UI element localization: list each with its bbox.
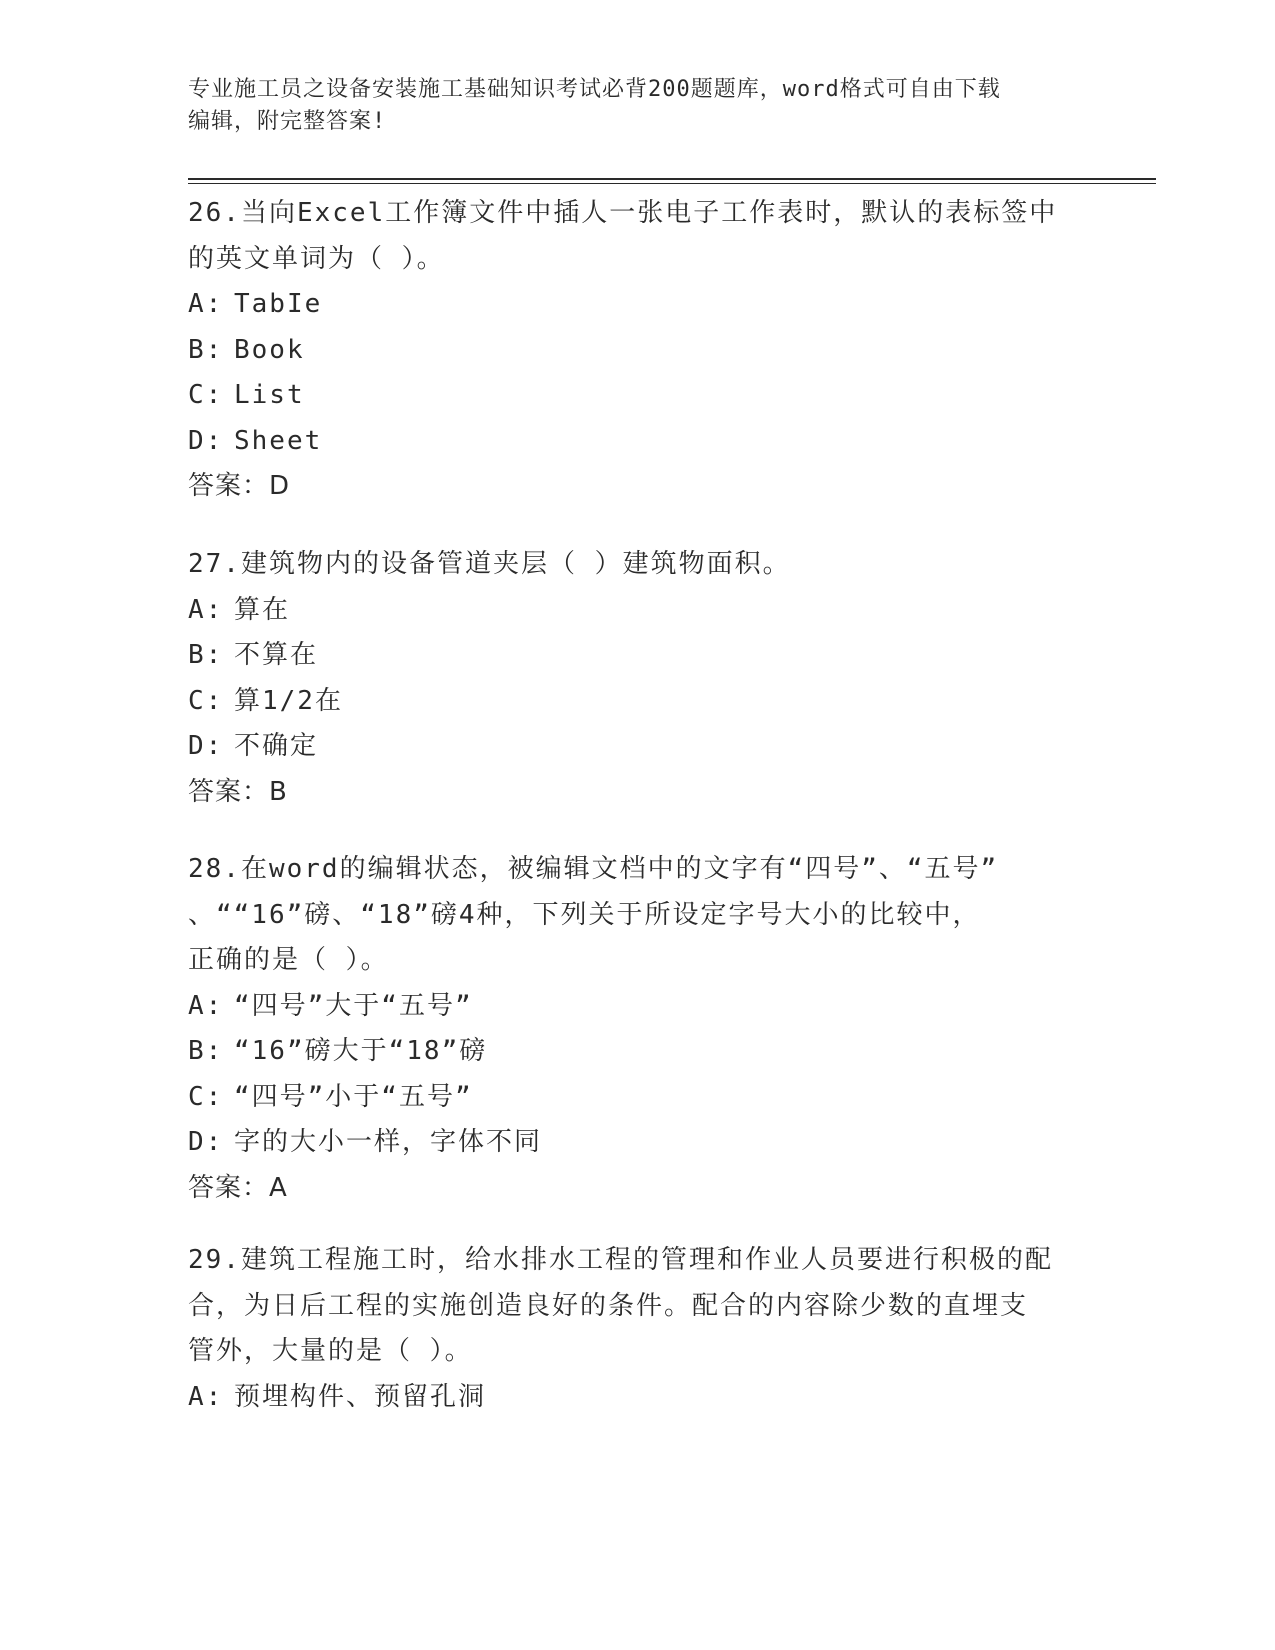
option-text: 不算在 xyxy=(234,640,319,670)
option-text: 算在 xyxy=(234,594,291,625)
answer: 答案：D xyxy=(188,471,291,501)
option-d xyxy=(188,1120,1088,1166)
option-label: D: xyxy=(188,1127,224,1157)
option-label: C: xyxy=(188,685,224,716)
question-stem xyxy=(188,542,1088,588)
answer: 答案：A xyxy=(188,1172,288,1203)
question-stem xyxy=(188,847,1088,984)
stem-line: 的英文单词为（ ）。 xyxy=(188,243,445,274)
option-label: D: xyxy=(188,425,224,456)
answer: 答案：B xyxy=(188,776,288,807)
option-label: C: xyxy=(188,380,224,410)
option-label: A: xyxy=(188,289,224,319)
header-line-2: 编辑，附完整答案! xyxy=(188,109,387,134)
stem-line: 正确的是（ ）。 xyxy=(188,945,389,975)
option-d xyxy=(188,419,1088,465)
option-b xyxy=(188,328,1088,374)
option-text: “四号”小于“五号” xyxy=(234,1081,473,1112)
question-29 xyxy=(188,1238,1088,1420)
option-label: B: xyxy=(188,1036,224,1066)
option-text: TabIe xyxy=(234,289,323,319)
question-stem xyxy=(188,1238,1088,1375)
option-label: D: xyxy=(188,731,224,761)
header-divider-thin xyxy=(188,183,1156,184)
option-a xyxy=(188,588,1088,634)
stem-line: 管外，大量的是（ ）。 xyxy=(188,1336,473,1366)
option-a xyxy=(188,282,1088,328)
stem-line: 26.当向Excel工作簿文件中插人一张电子工作表时，默认的表标签中 xyxy=(188,198,1058,228)
option-text: 字的大小一样，字体不同 xyxy=(234,1127,543,1157)
option-text: “16”磅大于“18”磅 xyxy=(234,1036,488,1066)
stem-line: 27.建筑物内的设备管道夹层（ ）建筑物面积。 xyxy=(188,549,791,579)
stem-line: 、““16”磅、“18”磅4种，下列关于所设定字号大小的比较中， xyxy=(188,899,981,930)
option-label: A: xyxy=(188,1381,224,1412)
option-c xyxy=(188,1075,1088,1121)
option-a xyxy=(188,1375,1088,1421)
option-c xyxy=(188,373,1088,419)
stem-line: 28.在word的编辑状态，被编辑文档中的文字有“四号”、“五号” xyxy=(188,854,999,884)
question-28 xyxy=(188,847,1088,1211)
header-line-1: 专业施工员之设备安装施工基础知识考试必背200题题库，word格式可自由下载 xyxy=(188,77,1001,102)
option-c xyxy=(188,679,1088,725)
document-header xyxy=(188,74,1088,138)
option-label: B: xyxy=(188,334,224,365)
option-a xyxy=(188,984,1088,1030)
option-label: B: xyxy=(188,640,224,670)
option-text: 算1/2在 xyxy=(234,685,343,716)
option-b xyxy=(188,633,1088,679)
option-label: A: xyxy=(188,594,224,625)
question-26 xyxy=(188,191,1088,509)
option-text: “四号”大于“五号” xyxy=(234,990,473,1021)
option-d xyxy=(188,724,1088,770)
question-27 xyxy=(188,542,1088,815)
header-divider-thick xyxy=(188,178,1156,180)
option-text: List xyxy=(234,380,305,410)
question-stem xyxy=(188,191,1088,282)
option-label: C: xyxy=(188,1081,224,1112)
option-label: A: xyxy=(188,990,224,1021)
stem-line: 29.建筑工程施工时，给水排水工程的管理和作业人员要进行积极的配 xyxy=(188,1245,1053,1275)
option-b xyxy=(188,1029,1088,1075)
stem-line: 合，为日后工程的实施创造良好的条件。配合的内容除少数的直埋支 xyxy=(188,1290,1029,1321)
option-text: 预埋构件、预留孔洞 xyxy=(234,1381,487,1412)
option-text: Book xyxy=(234,334,305,365)
option-text: 不确定 xyxy=(234,731,319,761)
option-text: Sheet xyxy=(234,425,323,456)
